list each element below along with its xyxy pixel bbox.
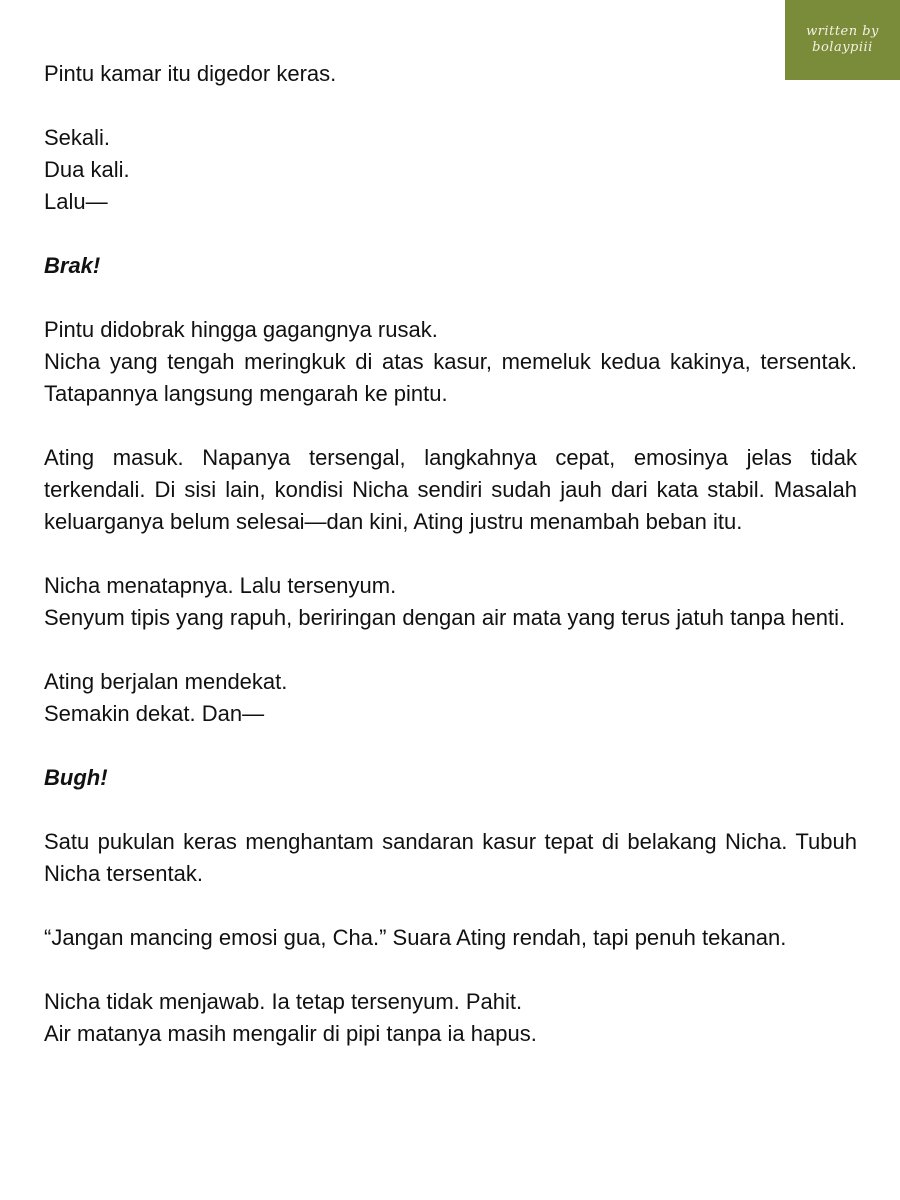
story-text [44,58,857,1050]
text-line: Semakin dekat. Dan— [44,701,265,726]
text-line: Nicha tidak menjawab. Ia tetap tersenyum. Pahit. [44,989,523,1014]
text-line: Nicha menatapnya. Lalu tersenyum. [44,573,397,598]
text-line: “Jangan mancing emosi gua, Cha.” Suara Ating rendah, tapi penuh tekanan. [44,925,787,950]
text-line: Dua kali. [44,157,130,182]
paragraph [44,666,857,730]
paragraph [44,442,857,538]
paragraph [44,570,857,634]
text-line: Pintu kamar itu digedor keras. [44,61,337,86]
sound-effect-text: Bugh! [44,765,108,790]
watermark-line-1: written by [806,24,879,39]
text-line: Ating berjalan mendekat. [44,669,288,694]
text-line: Satu pukulan keras menghantam sandaran kasur tepat di belakang Nicha. Tubuh Nicha tersentak. [44,829,857,886]
text-line: Ating masuk. Napanya tersengal, langkahnya cepat, emosinya jelas tidak terkendali. Di sisi lain, kondisi Nicha sendiri sudah jauh dari kata stabil. Masalah keluarganya belum selesai—dan kini, Ating justru menambah beban itu. [44,445,857,534]
text-line: Senyum tipis yang rapuh, beriringan dengan air mata yang terus jatuh tanpa henti. [44,605,846,630]
text-line: Pintu didobrak hingga gagangnya rusak. [44,317,438,342]
text-line: Lalu— [44,189,108,214]
paragraph [44,922,857,954]
paragraph [44,58,857,90]
text-line: Air matanya masih mengalir di pipi tanpa ia hapus. [44,1021,537,1046]
paragraph [44,122,857,218]
text-line: Nicha yang tengah meringkuk di atas kasur, memeluk kedua kakinya, tersentak. Tatapannya langsung mengarah ke pintu. [44,349,857,406]
text-line: Sekali. [44,125,111,150]
paragraph [44,826,857,890]
sound-effect [44,762,857,794]
paragraph [44,314,857,410]
watermark-line-2: bolaypiii [812,40,873,55]
sound-effect [44,250,857,282]
paragraph [44,986,857,1050]
sound-effect-text: Brak! [44,253,101,278]
